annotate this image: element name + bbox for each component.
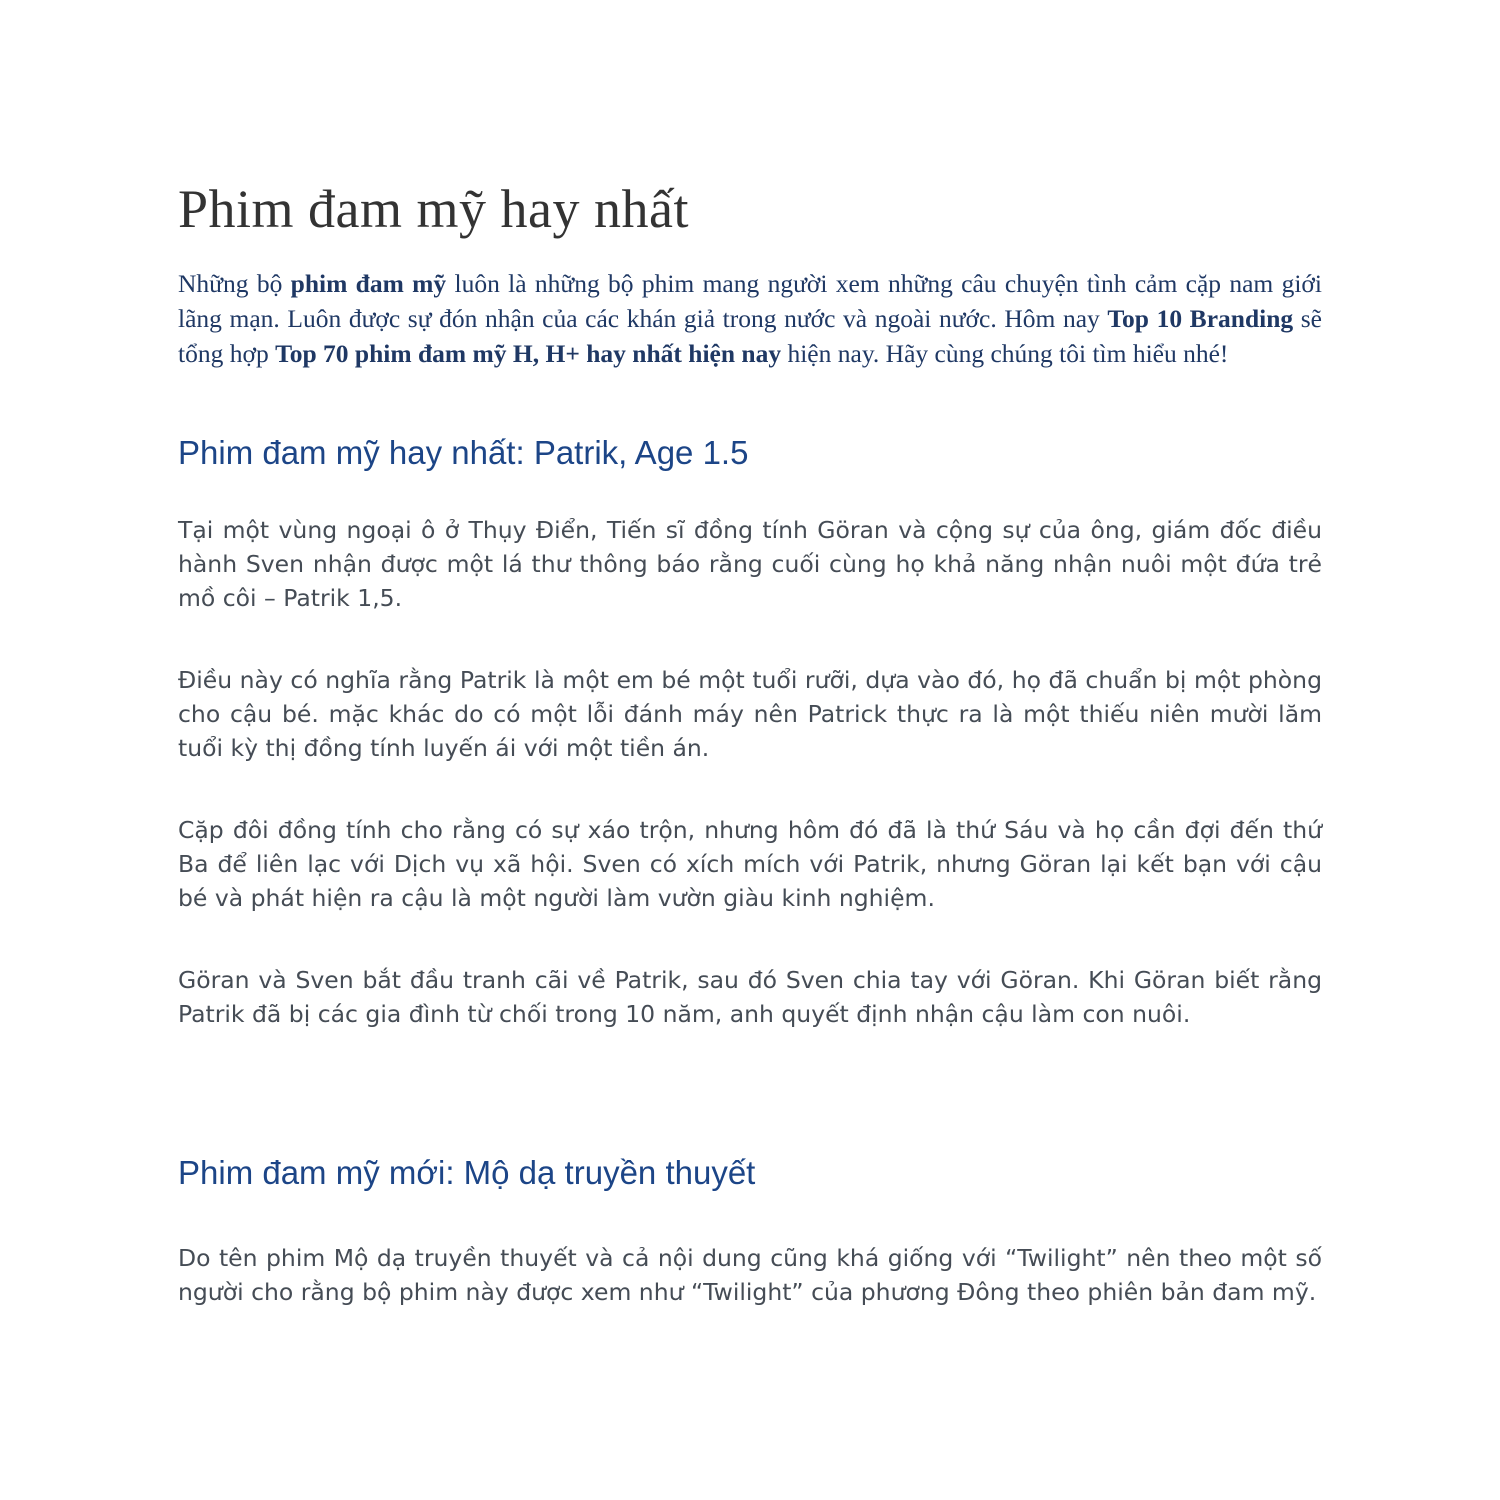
intro-bold-segment: Top 10 Branding [1107,304,1294,334]
section-patrik-age-15 [178,433,1322,1031]
intro-bold-segment: phim đam mỹ [290,269,447,299]
body-paragraph: Cặp đôi đồng tính cho rằng có sự xáo trộn, nhưng hôm đó đã là thứ Sáu và họ cần đợi đến thứ Ba để liên lạc với Dịch vụ xã hội. Sven có xích mích với Patrik, nhưng Göran lại kết bạn với cậu bé và phát hiện ra cậu là một người làm vườn giàu kinh nghiệm. [178,816,1322,913]
body-paragraph: Do tên phim Mộ dạ truyền thuyết và cả nội dung cũng khá giống với “Twilight” nên theo một số người cho rằng bộ phim này được xem như “Twilight” của phương Đông theo phiên bản đam mỹ. [178,1244,1322,1307]
intro-paragraph [178,266,1322,371]
intro-text-segment: sẽ tổng hợp [178,304,1322,369]
page-title: Phim đam mỹ hay nhất [178,179,689,239]
body-paragraph: Tại một vùng ngoại ô ở Thụy Điển, Tiến sĩ đồng tính Göran và cộng sự của ông, giám đốc điều hành Sven nhận được một lá thư thông báo rằng cuối cùng họ khả năng nhận nuôi một đứa trẻ mồ côi – Patrik 1,5. [178,516,1322,613]
intro-text-segment: Những bộ [178,269,291,299]
intro-text-segment: hiện nay. Hãy cùng chúng tôi tìm hiểu nhé! [781,339,1229,369]
body-paragraph: Điều này có nghĩa rằng Patrik là một em bé một tuổi rưỡi, dựa vào đó, họ đã chuẩn bị một phòng cho cậu bé. mặc khác do có một lỗi đánh máy nên Patrick thực ra là một thiếu niên mười lăm tuổi kỳ thị đồng tính luyến ái với một tiền án. [178,666,1322,763]
intro-text-segment: luôn là những bộ phim mang người xem những câu chuyện tình cảm cặp nam giới lãng mạn. Luôn được sự đón nhận của các khán giả trong nước và ngoài nước. Hôm nay [178,269,1322,334]
section-heading: Phim đam mỹ mới: Mộ dạ truyền thuyết [178,1154,756,1192]
body-paragraph: Göran và Sven bắt đầu tranh cãi về Patrik, sau đó Sven chia tay với Göran. Khi Göran biết rằng Patrik đã bị các gia đình từ chối trong 10 năm, anh quyết định nhận cậu làm con nuôi. [178,966,1322,1029]
section-mo-da-truyen-thuyet [178,1153,1322,1309]
intro-bold-segment: Top 70 phim đam mỹ H, H+ hay nhất hiện nay [275,339,782,369]
section-heading: Phim đam mỹ hay nhất: Patrik, Age 1.5 [178,434,749,472]
